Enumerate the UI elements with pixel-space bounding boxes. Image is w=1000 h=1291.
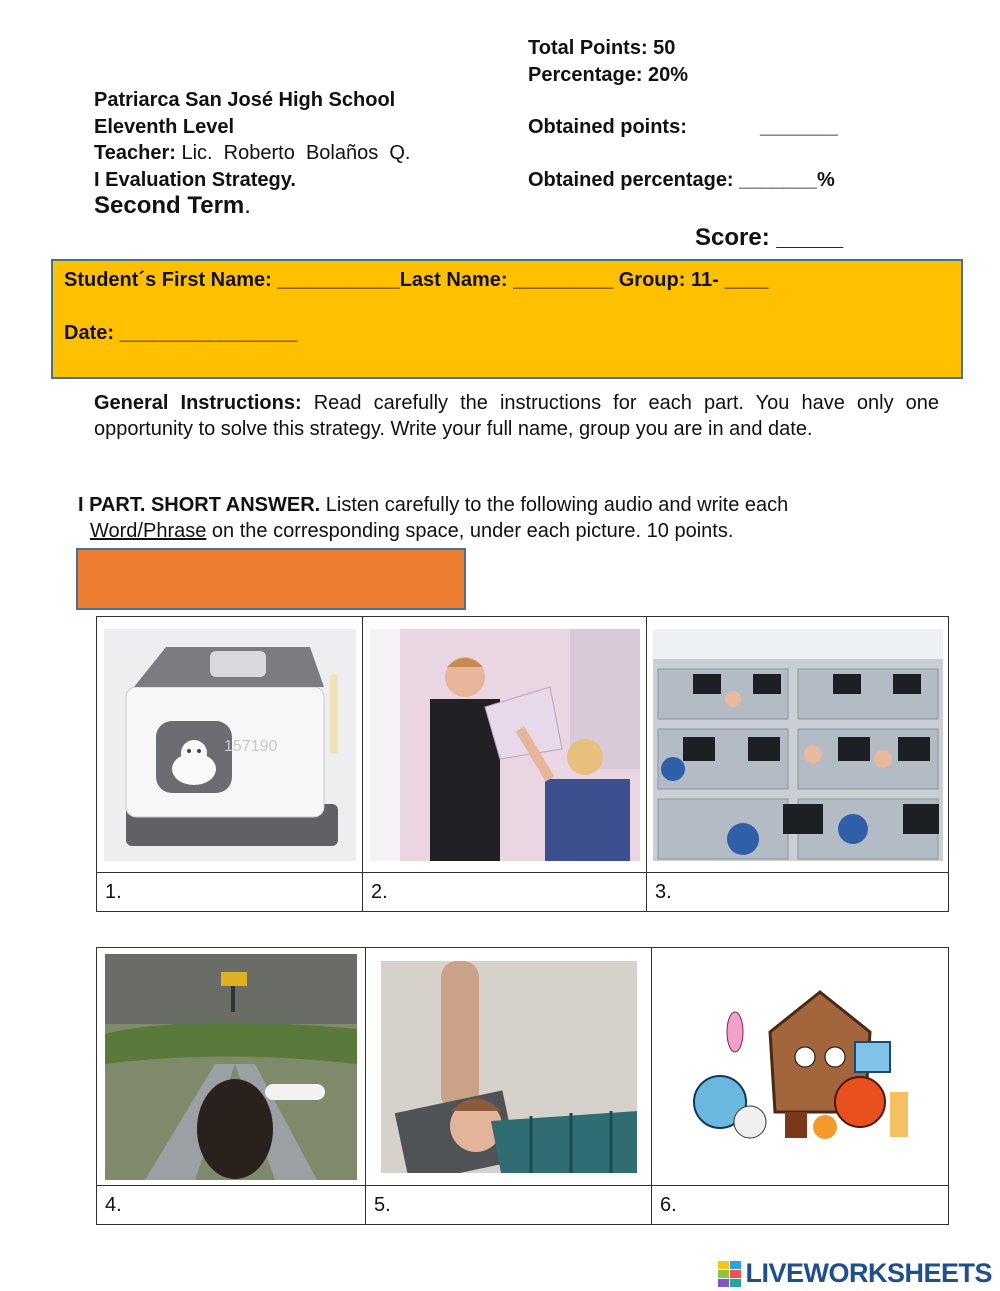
tired-man-laptop-image: [381, 961, 637, 1173]
picture-label-4: 4.: [105, 1193, 122, 1216]
term-text: Second Term: [94, 192, 245, 219]
answer-cell-2[interactable]: [363, 873, 647, 912]
total-points: Total Points: 50: [528, 37, 676, 59]
score: Score: _____: [695, 224, 844, 251]
school-name: Patriarca San José High School: [94, 89, 396, 111]
instructions-text: Read carefully the instructions for each part. You have only one opportunity to solve this strategy. Write your full name, group you are in and date.: [94, 392, 939, 440]
answer-cell-1[interactable]: [97, 873, 363, 912]
liveworksheets-logo[interactable]: [718, 1258, 992, 1289]
obtained-points-blank: _______: [760, 116, 838, 138]
obtained-points: Obtained points:: [528, 116, 687, 138]
level: Eleventh Level: [94, 116, 235, 138]
part1-text2: on the corresponding space, under each picture. 10 points.: [206, 520, 734, 542]
picture-cell-2: [363, 617, 647, 873]
picture-label-5: 5.: [374, 1193, 391, 1216]
picture-table-1: [96, 616, 949, 912]
evaluation-strategy: I Evaluation Strategy.: [94, 169, 296, 191]
picture-table-2: [96, 947, 949, 1225]
part1-heading: I PART. SHORT ANSWER.: [78, 494, 321, 516]
picture-cell-3: [647, 617, 949, 873]
instructions-label: General Instructions:: [94, 392, 302, 414]
answer-cell-6[interactable]: [652, 1186, 949, 1225]
date-line[interactable]: Date: ________________: [64, 322, 298, 344]
call-center-image: [653, 629, 943, 861]
part1-instructions: [78, 492, 958, 544]
liveworksheets-logo-text: LIVEWORKSHEETS: [745, 1258, 992, 1288]
part1-text1: Listen carefully to the following audio and write each: [320, 494, 789, 516]
answer-cell-4[interactable]: [97, 1186, 366, 1225]
cartoon-food-characters-image: [680, 982, 920, 1152]
teacher-name: Lic. Roberto Bolaños Q.: [175, 142, 411, 164]
picture-label-3: 3.: [655, 880, 672, 903]
audio-player-box[interactable]: [76, 548, 466, 610]
office-argument-image: [370, 629, 640, 861]
teacher-label: Teacher:: [94, 142, 176, 164]
term-title: [94, 192, 251, 220]
obtained-percentage: Obtained percentage: _______%: [528, 169, 835, 191]
picture-cell-4: [97, 948, 366, 1186]
general-instructions: [94, 390, 939, 442]
percentage: Percentage: 20%: [528, 64, 689, 86]
picture-label-2: 2.: [371, 880, 388, 903]
picture-cell-6: [652, 948, 949, 1186]
teacher: [94, 140, 474, 167]
picture-label-1: 1.: [105, 880, 122, 903]
student-info-box: [51, 259, 963, 379]
term-dot: .: [244, 192, 251, 219]
watermark-text: 157190: [223, 737, 277, 755]
picture-label-6: 6.: [660, 1193, 677, 1216]
picture-cell-5: [366, 948, 652, 1186]
answer-cell-5[interactable]: [366, 1186, 652, 1225]
liveworksheets-logo-icon: [718, 1261, 742, 1287]
picture-cell-1: [97, 617, 363, 873]
student-name-line[interactable]: Student´s First Name: ___________Last Name: _________ Group: 11- ____: [64, 269, 769, 291]
answer-cell-3[interactable]: [647, 873, 949, 912]
crossroads-image: [105, 954, 357, 1180]
word-phrase-link: Word/Phrase: [90, 520, 207, 542]
cat-litter-box-image: [104, 629, 356, 861]
